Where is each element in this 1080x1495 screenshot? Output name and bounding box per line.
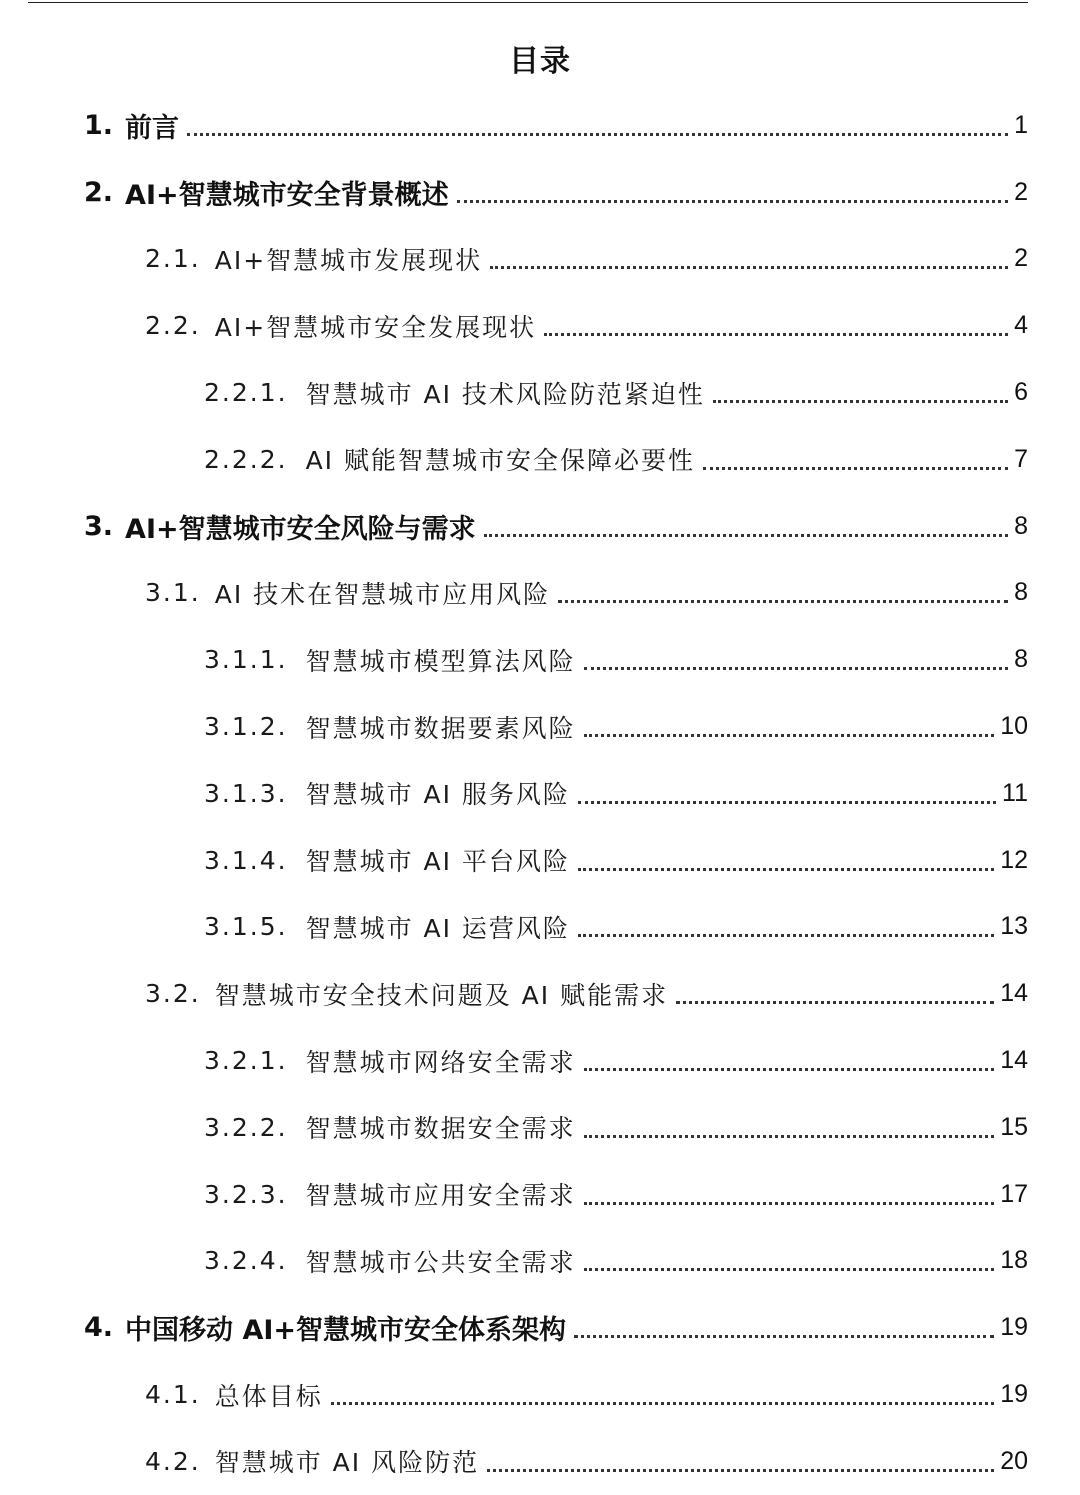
- toc-entry-number: 1.: [84, 109, 114, 141]
- toc-entry-number: 3.2.2.: [204, 1112, 288, 1142]
- toc-entry-page: 6: [1014, 378, 1028, 407]
- toc-entry-3-1-4[interactable]: [0, 827, 1080, 894]
- toc-entry-number: 3.1.4.: [204, 845, 288, 875]
- dot-leader: [331, 1402, 994, 1405]
- dot-leader: [490, 266, 1008, 269]
- dot-leader: [584, 1135, 995, 1138]
- toc-entry-title: 智慧城市 AI 风险防范: [214, 1448, 480, 1478]
- toc-entry-page: 4: [1014, 311, 1028, 340]
- toc-entry-title: 智慧城市 AI 运营风险: [305, 913, 570, 943]
- dot-leader: [544, 333, 1008, 336]
- toc-entry-title: AI+智慧城市安全背景概述: [125, 179, 449, 211]
- dot-leader: [578, 801, 996, 804]
- toc-entry-title: 智慧城市 AI 服务风险: [305, 780, 570, 810]
- toc-entry-page: 2: [1014, 244, 1028, 273]
- toc-entry-number: 4.1.: [145, 1380, 201, 1410]
- dot-leader: [578, 868, 994, 871]
- toc-list: [0, 92, 1080, 1495]
- dot-leader: [584, 1268, 995, 1271]
- toc-entry-4-1[interactable]: [0, 1361, 1080, 1428]
- toc-entry-title: 智慧城市数据安全需求: [305, 1114, 576, 1144]
- toc-entry-number: 2.2.1.: [204, 378, 288, 408]
- toc-entry-page: 19: [1000, 1380, 1028, 1409]
- toc-entry-page: 1: [1014, 110, 1028, 139]
- toc-entry-title: 智慧城市数据要素风险: [305, 713, 576, 743]
- toc-entry-title: 智慧城市 AI 技术风险防范紧迫性: [305, 379, 705, 409]
- toc-entry-title: 智慧城市模型算法风险: [305, 646, 576, 676]
- dot-leader: [558, 600, 1008, 603]
- toc-entry-3-1-3[interactable]: [0, 760, 1080, 827]
- toc-entry-title: 智慧城市安全技术问题及 AI 赋能需求: [214, 980, 669, 1010]
- toc-entry-2-2-2[interactable]: [0, 426, 1080, 493]
- toc-entry-page: 15: [1000, 1112, 1028, 1141]
- toc-entry-page: 14: [1000, 1046, 1028, 1075]
- toc-entry-3-2-2[interactable]: [0, 1094, 1080, 1161]
- toc-entry-page: 10: [1000, 712, 1028, 741]
- toc-entry-page: 19: [1000, 1313, 1028, 1342]
- toc-entry-title: 总体目标: [214, 1381, 323, 1411]
- dot-leader: [584, 1068, 995, 1071]
- toc-entry-3-2[interactable]: [0, 960, 1080, 1027]
- toc-entry-title: AI+智慧城市安全发展现状: [214, 312, 537, 342]
- toc-entry-2-2-1[interactable]: [0, 359, 1080, 426]
- dot-leader: [484, 534, 1008, 537]
- toc-entry-page: 17: [1000, 1179, 1028, 1208]
- toc-entry-3-1[interactable]: [0, 560, 1080, 627]
- toc-entry-3-1-2[interactable]: [0, 693, 1080, 760]
- toc-entry-title: 中国移动 AI+智慧城市安全体系架构: [125, 1315, 567, 1347]
- toc-entry-title: AI+智慧城市发展现状: [214, 245, 483, 275]
- dot-leader: [574, 1335, 994, 1338]
- toc-entry-number: 3.1.3.: [204, 778, 288, 808]
- dot-leader: [578, 934, 994, 937]
- toc-entry-page: 8: [1014, 578, 1028, 607]
- toc-entry-number: 2.2.2.: [204, 444, 288, 474]
- toc-entry-page: 14: [1000, 979, 1028, 1008]
- dot-leader: [584, 734, 995, 737]
- toc-entry-3-1-1[interactable]: [0, 626, 1080, 693]
- toc-entry-title: 智慧城市应用安全需求: [305, 1181, 576, 1211]
- toc-entry-page: 18: [1000, 1246, 1028, 1275]
- toc-entry-page: 8: [1014, 511, 1028, 540]
- toc-entry-number: 3.1.1.: [204, 645, 288, 675]
- toc-entry-page: 7: [1014, 444, 1028, 473]
- toc-entry-number: 3.2.4.: [204, 1246, 288, 1276]
- dot-leader: [457, 200, 1008, 203]
- toc-entry-2[interactable]: [0, 159, 1080, 226]
- toc-entry-number: 3.2.3.: [204, 1179, 288, 1209]
- toc-entry-title: 前言: [125, 112, 180, 144]
- toc-entry-number: 3.: [84, 510, 114, 542]
- dot-leader: [584, 1202, 995, 1205]
- toc-entry-page: 11: [1002, 778, 1028, 807]
- toc-entry-title: 智慧城市公共安全需求: [305, 1247, 576, 1277]
- toc-entry-number: 3.1.2.: [204, 712, 288, 742]
- toc-entry-title: AI 技术在智慧城市应用风险: [214, 579, 551, 609]
- toc-entry-title: 智慧城市 AI 平台风险: [305, 847, 570, 877]
- toc-entry-page: 13: [1000, 912, 1028, 941]
- toc-entry-title: 智慧城市网络安全需求: [305, 1047, 576, 1077]
- top-rule: [28, 2, 1028, 3]
- toc-entry-4[interactable]: [0, 1294, 1080, 1361]
- toc-entry-number: 2.2.: [145, 311, 201, 341]
- dot-leader: [187, 133, 1008, 136]
- toc-entry-2-1[interactable]: [0, 226, 1080, 293]
- dot-leader: [713, 400, 1008, 403]
- toc-entry-3-2-1[interactable]: [0, 1027, 1080, 1094]
- toc-entry-number: 2.1.: [145, 244, 201, 274]
- toc-entry-page: 8: [1014, 645, 1028, 674]
- toc-entry-number: 4.: [84, 1312, 114, 1344]
- toc-entry-number: 3.1.5.: [204, 912, 288, 942]
- dot-leader: [584, 667, 1009, 670]
- toc-entry-number: 2.: [84, 176, 114, 208]
- toc-entry-number: 4.2.: [145, 1446, 201, 1476]
- toc-entry-1[interactable]: [0, 92, 1080, 159]
- toc-entry-3-2-4[interactable]: [0, 1228, 1080, 1295]
- toc-entry-page: 2: [1014, 177, 1028, 206]
- toc-entry-4-2[interactable]: [0, 1428, 1080, 1495]
- toc-entry-number: 3.2.1.: [204, 1046, 288, 1076]
- dot-leader: [487, 1469, 994, 1472]
- toc-entry-2-2[interactable]: [0, 292, 1080, 359]
- toc-entry-3[interactable]: [0, 493, 1080, 560]
- toc-entry-page: 12: [1000, 845, 1028, 874]
- toc-entry-number: 3.1.: [145, 578, 201, 608]
- toc-entry-title: AI+智慧城市安全风险与需求: [125, 513, 476, 545]
- toc-entry-3-2-3[interactable]: [0, 1161, 1080, 1228]
- toc-entry-number: 3.2.: [145, 979, 201, 1009]
- page-title: 目录: [509, 44, 571, 79]
- dot-leader: [676, 1001, 994, 1004]
- toc-entry-3-1-5[interactable]: [0, 894, 1080, 961]
- toc-entry-page: 20: [1000, 1446, 1028, 1475]
- toc-entry-title: AI 赋能智慧城市安全保障必要性: [305, 446, 695, 476]
- dot-leader: [703, 467, 1008, 470]
